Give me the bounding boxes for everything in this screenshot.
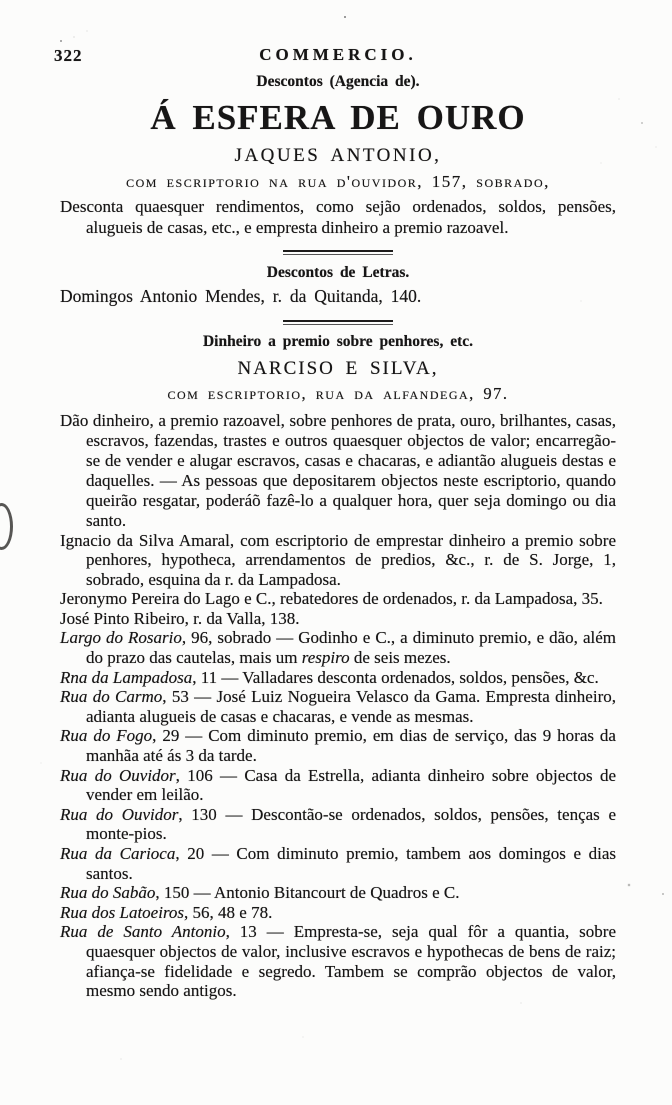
penhores-lead-paragraph: Dão dinheiro, a premio razoavel, sobre penhores de prata, ouro, brilhantes, casas, escravos, fazendas, trastes e outros quaesquer objectos de valor; encarregão-se de vender e alugar escravos, casas e chacaras, e adiantão alugueis destas e daquelles. — As pessoas que depositarem objectos neste escriptorio, quando queirão resgatar, poderáõ fazê-lo a qualquer hora, quer seja domingo ou dia santo. xyxy=(60,410,616,530)
directory-entry xyxy=(60,903,616,923)
page-number: 322 xyxy=(54,46,83,65)
street-name: Rna da Lampadosa xyxy=(60,667,193,687)
entry-text: , 13 — Empresta-se, seja qual fôr a quantia, sobre quaesquer objectos de valor, inclusive escravos e hypothecas de bens de raiz; afiança-se fidelidade e segredo. Tambem se comprão objectos de valor, mesmo sendo antigos. xyxy=(86,922,616,1001)
entry-text: , 20 — Com diminuto premio, tambem aos domingos e dias santos. xyxy=(86,844,616,883)
street-name: Largo do Rosario xyxy=(60,628,182,648)
entry-text: , 56, 48 e 78. xyxy=(184,902,273,922)
directory-entry xyxy=(60,531,616,590)
letras-entry: Domingos Antonio Mendes, r. da Quitanda, 140. xyxy=(60,286,422,306)
street-name: Rua de Santo Antonio xyxy=(60,922,226,942)
running-head: COMMERCIO. xyxy=(259,45,417,64)
directory-entry xyxy=(60,609,616,629)
directory-entries xyxy=(60,531,616,1001)
directory-entry xyxy=(60,805,616,844)
directory-entry xyxy=(60,668,616,688)
entry-text: , 11 — Valladares desconta ordenados, soldos, pensões, &c. xyxy=(192,667,599,687)
firm-name: NARCISO E SILVA, xyxy=(237,357,439,379)
directory-entry xyxy=(60,687,616,726)
ad-title: Á ESFERA DE OURO xyxy=(150,98,526,137)
entry-text: José Pinto Ribeiro, r. da Valla, 138. xyxy=(60,608,300,628)
entry-text: de seis mezes. xyxy=(349,648,451,668)
section-heading-agencia: Descontos (Agencia de). xyxy=(256,73,420,90)
scan-noise-specks xyxy=(0,0,2,2)
street-name: Rua da Carioca xyxy=(60,844,176,863)
section-heading-letras: Descontos de Letras. xyxy=(266,264,410,281)
entry-text: Jeronymo Pereira do Lago e C., rebatedores de ordenados, r. da Lampadosa, 35. xyxy=(60,589,603,609)
entry-text: Ignacio da Silva Amaral, com escriptorio de emprestar dinheiro a premio sobre penhores, hypotheca, arrendamentos de predios, &c., r. de S. Jorge, 1, sobrado, esquina da r. da Lampadosa. xyxy=(60,530,616,589)
street-name: Rua do Ouvidor xyxy=(60,765,176,785)
entry-text: , 96, sobrado — Godinho e C., a diminuto premio, e dão, além do prazo das cautelas, mais um xyxy=(86,628,616,668)
directory-entry xyxy=(60,922,616,1000)
directory-entry xyxy=(60,628,616,667)
street-name: Rua do Fogo xyxy=(60,726,153,746)
directory-entry xyxy=(60,844,616,883)
section-divider xyxy=(283,250,393,255)
page-header xyxy=(54,40,616,65)
directory-entry xyxy=(60,589,616,609)
ad-body-text: Desconta quaesquer rendimentos, como sejão ordenados, soldos, pensões, alugueis de casas, etc., e empresta dinheiro a premio razoavel. xyxy=(60,197,616,237)
entry-text: , 106 — Casa da Estrella, adianta dinheiro sobre objectos de vender em leilão. xyxy=(86,765,616,805)
section-heading-penhores: Dinheiro a premio sobre penhores, etc. xyxy=(202,332,474,350)
street-name: Rua do Ouvidor xyxy=(60,804,179,824)
street-name: Rua dos Latoeiros xyxy=(60,902,185,922)
ad-proprietor-name: JAQUES ANTONIO, xyxy=(234,145,442,166)
text-column xyxy=(54,40,616,1001)
entry-text: , 53 — José Luiz Nogueira Velasco da Gama. Empresta dinheiro, adianta alugueis de casas e chacaras, e vende as mesmas. xyxy=(86,687,616,726)
street-name: Rua do Carmo xyxy=(60,687,163,707)
ink-mark-artifact xyxy=(0,503,13,550)
street-name: Rua do Sabão xyxy=(60,883,156,903)
street-name: respiro xyxy=(301,648,350,668)
directory-entry xyxy=(60,726,616,765)
entry-text: , 130 — Descontão-se ordenados, soldos, pensões, tenças e monte-pios. xyxy=(86,804,616,844)
entry-text: , 29 — Com diminuto premio, em dias de serviço, das 9 horas da manhãa até ás 3 da tarde. xyxy=(86,726,616,766)
entry-text: , 150 — Antonio Bitancourt de Quadros e C. xyxy=(155,883,460,903)
firm-address: com escriptorio, rua da alfandega, 97. xyxy=(167,383,509,403)
directory-entry xyxy=(60,766,616,805)
section-divider xyxy=(283,320,393,325)
ad-address: com escriptorio na rua d'ouvidor, 157, sobrado, xyxy=(126,172,550,191)
directory-entry xyxy=(60,883,616,903)
